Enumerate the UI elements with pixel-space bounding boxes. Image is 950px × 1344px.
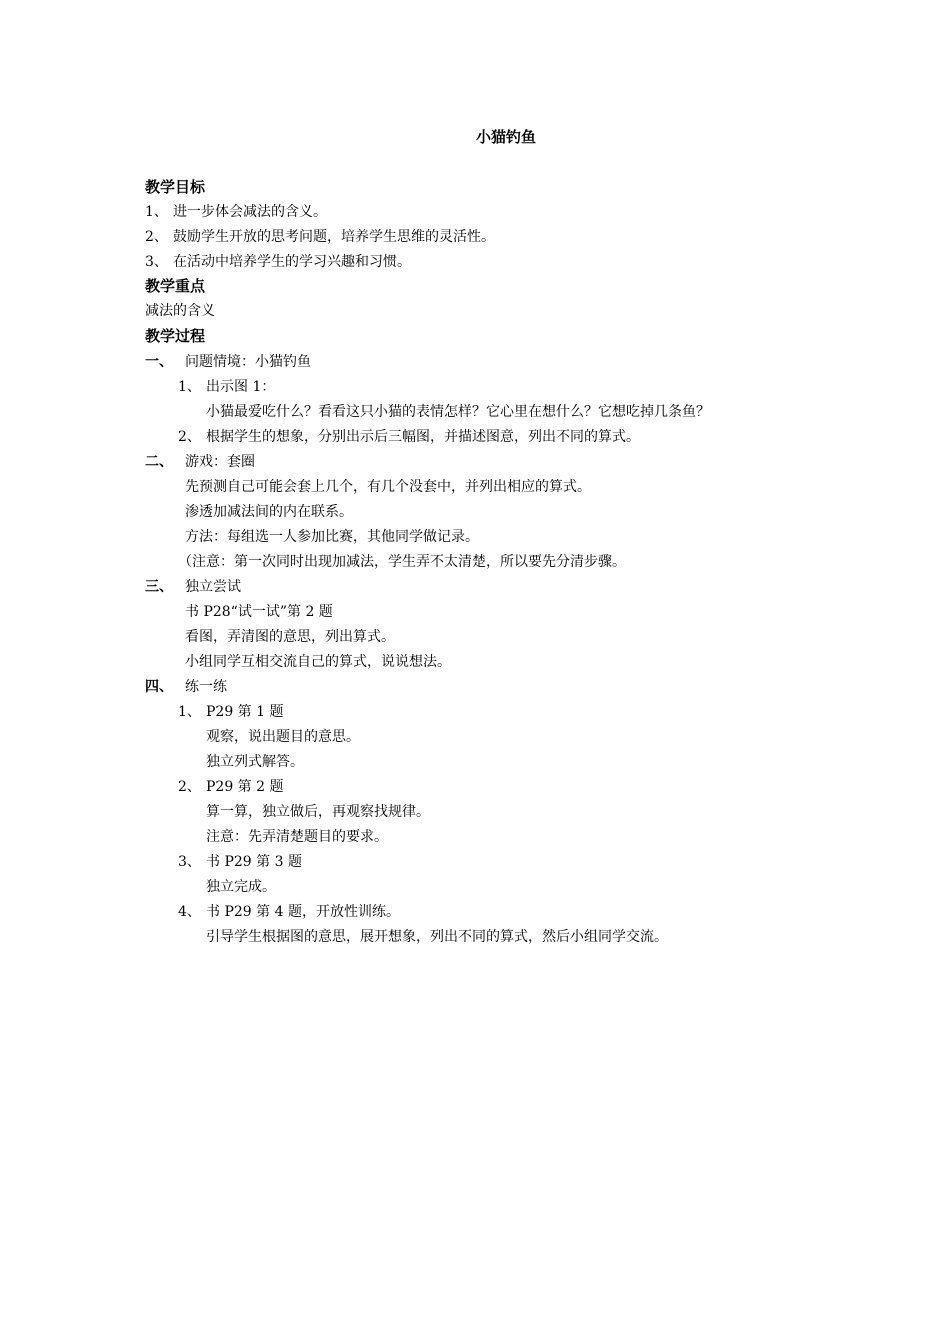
- item-number: 2、: [145, 229, 168, 245]
- item-text: 根据学生的想象，分别出示后三幅图，并描述图意，列出不同的算式。: [206, 429, 640, 445]
- section-1-item-1: [178, 378, 275, 396]
- item-number: 2、: [178, 429, 201, 445]
- item-number: 1、: [178, 704, 201, 720]
- section-2-line-1: 先预测自己可能会套上几个，有几个没套中，并列出相应的算式。: [185, 479, 591, 495]
- section-4-item-2-line-b: 注意：先弄清楚题目的要求。: [206, 829, 388, 845]
- section-4-item-1-line-a: 观察，说出题目的意思。: [206, 729, 360, 745]
- section-title-text: 问题情境：小猫钓鱼: [185, 354, 311, 370]
- item-number: 3、: [178, 854, 201, 870]
- objective-item-2: [145, 228, 495, 246]
- section-number: 二、: [145, 454, 173, 470]
- section-title-text: 练一练: [185, 679, 227, 695]
- section-title-text: 游戏：套圈: [185, 454, 255, 470]
- objective-item-3: [145, 253, 411, 271]
- section-number: 一、: [145, 354, 173, 370]
- section-3-line-2: 看图，弄清图的意思，列出算式。: [185, 629, 395, 645]
- item-text: 出示图 1：: [206, 379, 276, 395]
- section-4-item-4: [178, 903, 400, 921]
- section-1-item-2: [178, 428, 640, 446]
- section-3-title: [145, 578, 241, 596]
- section-1-item-1-detail: 小猫最爱吃什么？看看这只小猫的表情怎样？它心里在想什么？它想吃掉几条鱼？: [206, 404, 710, 420]
- section-4-item-3: [178, 853, 302, 871]
- key-point-text: 减法的含义: [145, 303, 215, 319]
- item-text: 书 P29 第 4 题，开放性训练。: [206, 904, 400, 920]
- key-point-heading: 教学重点: [145, 277, 206, 295]
- section-2-line-4: （注意：第一次同时出现加减法，学生弄不太清楚，所以要先分清步骤。: [178, 554, 626, 570]
- item-number: 1、: [145, 204, 168, 220]
- section-number: 四、: [145, 679, 173, 695]
- section-4-item-2-line-a: 算一算，独立做后，再观察找规律。: [206, 804, 430, 820]
- objective-item-1: [145, 203, 327, 221]
- section-2-line-2: 渗透加减法间的内在联系。: [185, 504, 353, 520]
- document-title: 小猫钓鱼: [476, 128, 537, 146]
- section-4-item-4-line-a: 引导学生根据图的意思，展开想象，列出不同的算式，然后小组同学交流。: [206, 929, 668, 945]
- item-number: 2、: [178, 779, 201, 795]
- item-number: 3、: [145, 254, 168, 270]
- section-4-item-1: [178, 703, 284, 721]
- section-3-line-1: 书 P28“试一试”第 2 题: [185, 604, 333, 620]
- item-number: 4、: [178, 904, 201, 920]
- section-4-item-2: [178, 778, 284, 796]
- section-2-line-3: 方法：每组选一人参加比赛，其他同学做记录。: [185, 529, 479, 545]
- section-2-title: [145, 453, 255, 471]
- item-text: 鼓励学生开放的思考问题，培养学生思维的灵活性。: [173, 229, 495, 245]
- item-text: 进一步体会减法的含义。: [173, 204, 327, 220]
- section-3-line-3: 小组同学互相交流自己的算式，说说想法。: [185, 654, 451, 670]
- section-4-title: [145, 678, 227, 696]
- item-text: P29 第 1 题: [206, 704, 284, 720]
- process-heading: 教学过程: [145, 327, 206, 345]
- section-title-text: 独立尝试: [185, 579, 241, 595]
- section-4-item-1-line-b: 独立列式解答。: [206, 754, 304, 770]
- item-text: P29 第 2 题: [206, 779, 284, 795]
- item-text: 书 P29 第 3 题: [206, 854, 302, 870]
- section-number: 三、: [145, 579, 173, 595]
- section-1-title: [145, 353, 311, 371]
- section-4-item-3-line-a: 独立完成。: [206, 879, 276, 895]
- item-text: 在活动中培养学生的学习兴趣和习惯。: [173, 254, 411, 270]
- objectives-heading: 教学目标: [145, 178, 206, 196]
- item-number: 1、: [178, 379, 201, 395]
